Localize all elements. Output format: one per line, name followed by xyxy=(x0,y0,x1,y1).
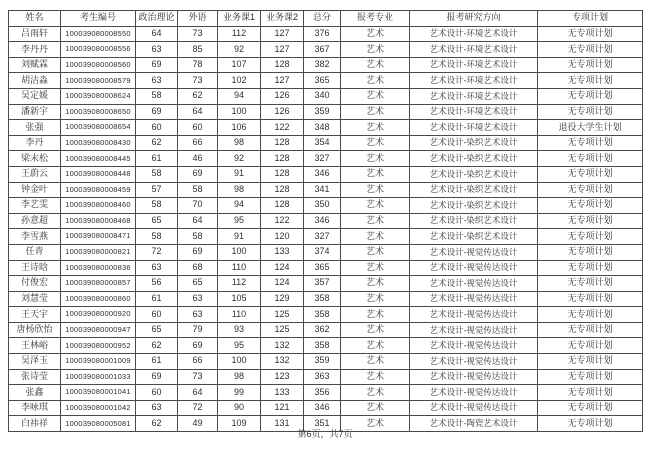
cell-candidate_id: 100039080008550 xyxy=(61,26,136,42)
cell-total: 365 xyxy=(304,73,341,89)
cell-candidate_id: 100039080008624 xyxy=(61,88,136,104)
cell-special_plan: 无专项计划 xyxy=(538,42,643,58)
cell-research_direction: 艺术设计-视觉传达设计 xyxy=(410,385,538,401)
cell-foreign_language: 69 xyxy=(178,338,218,354)
cell-politics: 60 xyxy=(136,120,178,136)
cell-name: 唐杨欣怡 xyxy=(9,322,61,338)
cell-candidate_id: 100039080008654 xyxy=(61,120,136,136)
cell-course1: 100 xyxy=(218,244,261,260)
cell-foreign_language: 64 xyxy=(178,104,218,120)
cell-foreign_language: 63 xyxy=(178,307,218,323)
cell-foreign_language: 85 xyxy=(178,42,218,58)
cell-name: 王蔚云 xyxy=(9,166,61,182)
cell-course2: 128 xyxy=(261,135,304,151)
cell-total: 365 xyxy=(304,260,341,276)
cell-foreign_language: 72 xyxy=(178,400,218,416)
cell-special_plan: 无专项计划 xyxy=(538,166,643,182)
cell-candidate_id: 100039080008430 xyxy=(61,135,136,151)
cell-course1: 112 xyxy=(218,26,261,42)
cell-politics: 69 xyxy=(136,369,178,385)
cell-major: 艺术 xyxy=(341,369,410,385)
cell-special_plan: 无专项计划 xyxy=(538,291,643,307)
cell-candidate_id: 100039080008556 xyxy=(61,42,136,58)
cell-research_direction: 艺术设计-环境艺术设计 xyxy=(410,120,538,136)
table-row xyxy=(9,213,643,229)
cell-special_plan: 无专项计划 xyxy=(538,135,643,151)
cell-name: 吕雨轩 xyxy=(9,26,61,42)
cell-politics: 63 xyxy=(136,42,178,58)
cell-major: 艺术 xyxy=(341,151,410,167)
cell-special_plan: 无专项计划 xyxy=(538,276,643,292)
cell-major: 艺术 xyxy=(341,120,410,136)
cell-course2: 123 xyxy=(261,369,304,385)
cell-course2: 129 xyxy=(261,291,304,307)
cell-major: 艺术 xyxy=(341,322,410,338)
cell-politics: 72 xyxy=(136,244,178,260)
cell-major: 艺术 xyxy=(341,73,410,89)
cell-major: 艺术 xyxy=(341,400,410,416)
cell-course1: 100 xyxy=(218,354,261,370)
cell-name: 吴泽玉 xyxy=(9,354,61,370)
cell-course1: 112 xyxy=(218,276,261,292)
cell-total: 356 xyxy=(304,385,341,401)
cell-name: 王林峪 xyxy=(9,338,61,354)
cell-major: 艺术 xyxy=(341,416,410,432)
cell-special_plan: 无专项计划 xyxy=(538,400,643,416)
cell-total: 341 xyxy=(304,182,341,198)
cell-politics: 62 xyxy=(136,416,178,432)
cell-course2: 121 xyxy=(261,400,304,416)
cell-politics: 62 xyxy=(136,338,178,354)
cell-major: 艺术 xyxy=(341,104,410,120)
cell-politics: 61 xyxy=(136,291,178,307)
cell-special_plan: 无专项计划 xyxy=(538,104,643,120)
cell-name: 胡洁淼 xyxy=(9,73,61,89)
cell-special_plan: 无专项计划 xyxy=(538,182,643,198)
cell-name: 潘新宇 xyxy=(9,104,61,120)
cell-major: 艺术 xyxy=(341,213,410,229)
cell-course1: 107 xyxy=(218,57,261,73)
cell-politics: 63 xyxy=(136,400,178,416)
cell-foreign_language: 62 xyxy=(178,88,218,104)
cell-major: 艺术 xyxy=(341,182,410,198)
cell-total: 340 xyxy=(304,88,341,104)
cell-name: 张诗莹 xyxy=(9,369,61,385)
cell-name: 刘赋霖 xyxy=(9,57,61,73)
cell-major: 艺术 xyxy=(341,166,410,182)
cell-foreign_language: 69 xyxy=(178,166,218,182)
cell-course2: 133 xyxy=(261,244,304,260)
cell-major: 艺术 xyxy=(341,135,410,151)
cell-major: 艺术 xyxy=(341,42,410,58)
cell-course1: 91 xyxy=(218,166,261,182)
cell-course2: 124 xyxy=(261,260,304,276)
cell-course1: 94 xyxy=(218,88,261,104)
table-row xyxy=(9,120,643,136)
cell-major: 艺术 xyxy=(341,88,410,104)
cell-course1: 98 xyxy=(218,369,261,385)
cell-foreign_language: 63 xyxy=(178,291,218,307)
cell-special_plan: 无专项计划 xyxy=(538,151,643,167)
cell-total: 346 xyxy=(304,400,341,416)
cell-candidate_id: 100039080001033 xyxy=(61,369,136,385)
cell-research_direction: 艺术设计-环境艺术设计 xyxy=(410,42,538,58)
cell-special_plan: 无专项计划 xyxy=(538,26,643,42)
cell-research_direction: 艺术设计-环境艺术设计 xyxy=(410,57,538,73)
cell-foreign_language: 58 xyxy=(178,182,218,198)
cell-politics: 69 xyxy=(136,104,178,120)
cell-politics: 58 xyxy=(136,198,178,214)
cell-course1: 106 xyxy=(218,120,261,136)
cell-candidate_id: 100039080001009 xyxy=(61,354,136,370)
cell-course2: 120 xyxy=(261,229,304,245)
cell-candidate_id: 100039080008560 xyxy=(61,57,136,73)
cell-foreign_language: 70 xyxy=(178,198,218,214)
cell-research_direction: 艺术设计-视觉传达设计 xyxy=(410,369,538,385)
cell-name: 张鑫 xyxy=(9,385,61,401)
cell-foreign_language: 64 xyxy=(178,385,218,401)
table-row xyxy=(9,400,643,416)
cell-name: 吴定媛 xyxy=(9,88,61,104)
cell-foreign_language: 66 xyxy=(178,354,218,370)
cell-special_plan: 无专项计划 xyxy=(538,260,643,276)
cell-research_direction: 艺术设计-环境艺术设计 xyxy=(410,88,538,104)
cell-name: 刘慧莹 xyxy=(9,291,61,307)
column-header-politics: 政治理论 xyxy=(136,11,178,27)
table-row xyxy=(9,73,643,89)
column-header-candidate_id: 考生编号 xyxy=(61,11,136,27)
column-header-research_direction: 报考研究方向 xyxy=(410,11,538,27)
cell-foreign_language: 78 xyxy=(178,57,218,73)
cell-name: 张强 xyxy=(9,120,61,136)
table-body xyxy=(9,26,643,431)
table-row xyxy=(9,244,643,260)
table-row xyxy=(9,354,643,370)
cell-research_direction: 艺术设计-视觉传达设计 xyxy=(410,244,538,260)
cell-major: 艺术 xyxy=(341,229,410,245)
cell-name: 付俊宏 xyxy=(9,276,61,292)
cell-course2: 128 xyxy=(261,198,304,214)
cell-course2: 126 xyxy=(261,104,304,120)
cell-course2: 127 xyxy=(261,73,304,89)
column-header-total: 总分 xyxy=(304,11,341,27)
cell-course2: 122 xyxy=(261,120,304,136)
table-row xyxy=(9,338,643,354)
cell-course1: 105 xyxy=(218,291,261,307)
cell-politics: 58 xyxy=(136,166,178,182)
cell-course2: 132 xyxy=(261,338,304,354)
cell-name: 任青 xyxy=(9,244,61,260)
cell-total: 354 xyxy=(304,135,341,151)
cell-foreign_language: 46 xyxy=(178,151,218,167)
table-row xyxy=(9,260,643,276)
cell-major: 艺术 xyxy=(341,307,410,323)
cell-foreign_language: 49 xyxy=(178,416,218,432)
cell-course1: 90 xyxy=(218,400,261,416)
cell-course1: 94 xyxy=(218,198,261,214)
cell-foreign_language: 69 xyxy=(178,244,218,260)
cell-candidate_id: 100039080000952 xyxy=(61,338,136,354)
cell-foreign_language: 58 xyxy=(178,229,218,245)
cell-course1: 110 xyxy=(218,307,261,323)
cell-course2: 128 xyxy=(261,182,304,198)
cell-major: 艺术 xyxy=(341,385,410,401)
cell-special_plan: 无专项计划 xyxy=(538,229,643,245)
cell-major: 艺术 xyxy=(341,291,410,307)
cell-course2: 126 xyxy=(261,88,304,104)
column-header-course1: 业务课1 xyxy=(218,11,261,27)
cell-major: 艺术 xyxy=(341,26,410,42)
cell-total: 358 xyxy=(304,291,341,307)
cell-total: 359 xyxy=(304,104,341,120)
cell-research_direction: 艺术设计-染织艺术设计 xyxy=(410,182,538,198)
cell-name: 钟金叶 xyxy=(9,182,61,198)
cell-foreign_language: 73 xyxy=(178,369,218,385)
table-row xyxy=(9,385,643,401)
cell-candidate_id: 100039080000860 xyxy=(61,291,136,307)
cell-total: 351 xyxy=(304,416,341,432)
cell-total: 359 xyxy=(304,354,341,370)
table-row xyxy=(9,276,643,292)
cell-special_plan: 无专项计划 xyxy=(538,57,643,73)
cell-research_direction: 艺术设计-视觉传达设计 xyxy=(410,307,538,323)
cell-research_direction: 艺术设计-染织艺术设计 xyxy=(410,213,538,229)
cell-course1: 92 xyxy=(218,42,261,58)
cell-total: 350 xyxy=(304,198,341,214)
cell-research_direction: 艺术设计-视觉传达设计 xyxy=(410,400,538,416)
cell-foreign_language: 73 xyxy=(178,26,218,42)
cell-total: 367 xyxy=(304,42,341,58)
cell-foreign_language: 60 xyxy=(178,120,218,136)
cell-name: 白祎祥 xyxy=(9,416,61,432)
table-row xyxy=(9,42,643,58)
cell-name: 李丹丹 xyxy=(9,42,61,58)
cell-special_plan: 无专项计划 xyxy=(538,416,643,432)
cell-special_plan: 无专项计划 xyxy=(538,213,643,229)
table-row xyxy=(9,182,643,198)
cell-research_direction: 艺术设计-环境艺术设计 xyxy=(410,73,538,89)
cell-research_direction: 艺术设计-视觉传达设计 xyxy=(410,291,538,307)
cell-total: 327 xyxy=(304,229,341,245)
cell-candidate_id: 100039080008468 xyxy=(61,213,136,229)
table-row xyxy=(9,291,643,307)
cell-candidate_id: 100039080008459 xyxy=(61,182,136,198)
cell-candidate_id: 100039080000947 xyxy=(61,322,136,338)
column-header-special_plan: 专项计划 xyxy=(538,11,643,27)
cell-special_plan: 无专项计划 xyxy=(538,244,643,260)
table-row xyxy=(9,198,643,214)
cell-politics: 65 xyxy=(136,213,178,229)
cell-special_plan: 无专项计划 xyxy=(538,198,643,214)
cell-research_direction: 艺术设计-染织艺术设计 xyxy=(410,135,538,151)
cell-name: 梁末松 xyxy=(9,151,61,167)
cell-name: 李艺雯 xyxy=(9,198,61,214)
cell-course1: 100 xyxy=(218,104,261,120)
cell-course1: 110 xyxy=(218,260,261,276)
cell-course1: 98 xyxy=(218,182,261,198)
table-row xyxy=(9,104,643,120)
cell-research_direction: 艺术设计-视觉传达设计 xyxy=(410,322,538,338)
cell-name: 李雪燕 xyxy=(9,229,61,245)
cell-research_direction: 艺术设计-环境艺术设计 xyxy=(410,26,538,42)
cell-course2: 127 xyxy=(261,42,304,58)
cell-course2: 131 xyxy=(261,416,304,432)
cell-course2: 133 xyxy=(261,385,304,401)
cell-special_plan: 无专项计划 xyxy=(538,385,643,401)
cell-foreign_language: 66 xyxy=(178,135,218,151)
cell-candidate_id: 100039080000857 xyxy=(61,276,136,292)
table-row xyxy=(9,151,643,167)
cell-politics: 61 xyxy=(136,151,178,167)
cell-name: 李丹 xyxy=(9,135,61,151)
cell-course2: 128 xyxy=(261,151,304,167)
table-header-row xyxy=(9,11,643,27)
cell-candidate_id: 100039080005081 xyxy=(61,416,136,432)
cell-foreign_language: 73 xyxy=(178,73,218,89)
cell-name: 孙意超 xyxy=(9,213,61,229)
cell-candidate_id: 100039080000836 xyxy=(61,260,136,276)
cell-major: 艺术 xyxy=(341,198,410,214)
cell-name: 王天宇 xyxy=(9,307,61,323)
cell-foreign_language: 64 xyxy=(178,213,218,229)
cell-special_plan: 无专项计划 xyxy=(538,88,643,104)
cell-total: 358 xyxy=(304,338,341,354)
cell-foreign_language: 68 xyxy=(178,260,218,276)
cell-course1: 95 xyxy=(218,338,261,354)
cell-politics: 57 xyxy=(136,182,178,198)
table-row xyxy=(9,322,643,338)
cell-course2: 125 xyxy=(261,307,304,323)
cell-major: 艺术 xyxy=(341,260,410,276)
cell-research_direction: 艺术设计-染织艺术设计 xyxy=(410,166,538,182)
cell-politics: 61 xyxy=(136,354,178,370)
cell-foreign_language: 65 xyxy=(178,276,218,292)
cell-research_direction: 艺术设计-陶瓷艺术设计 xyxy=(410,416,538,432)
cell-major: 艺术 xyxy=(341,276,410,292)
cell-research_direction: 艺术设计-视觉传达设计 xyxy=(410,354,538,370)
cell-total: 382 xyxy=(304,57,341,73)
table-row xyxy=(9,135,643,151)
cell-special_plan: 无专项计划 xyxy=(538,73,643,89)
cell-course2: 125 xyxy=(261,322,304,338)
table-row xyxy=(9,229,643,245)
cell-course2: 122 xyxy=(261,213,304,229)
cell-course1: 102 xyxy=(218,73,261,89)
table-row xyxy=(9,307,643,323)
cell-candidate_id: 100039080001042 xyxy=(61,400,136,416)
cell-candidate_id: 100039080008448 xyxy=(61,166,136,182)
cell-research_direction: 艺术设计-环境艺术设计 xyxy=(410,104,538,120)
cell-course1: 99 xyxy=(218,385,261,401)
cell-major: 艺术 xyxy=(341,57,410,73)
cell-major: 艺术 xyxy=(341,244,410,260)
cell-politics: 62 xyxy=(136,135,178,151)
column-header-major: 报考专业 xyxy=(341,11,410,27)
cell-candidate_id: 100039080008471 xyxy=(61,229,136,245)
cell-total: 346 xyxy=(304,166,341,182)
cell-candidate_id: 100039080008460 xyxy=(61,198,136,214)
score-table xyxy=(8,10,643,432)
cell-course2: 132 xyxy=(261,354,304,370)
cell-special_plan: 无专项计划 xyxy=(538,369,643,385)
cell-politics: 58 xyxy=(136,229,178,245)
cell-total: 357 xyxy=(304,276,341,292)
cell-candidate_id: 100039080001041 xyxy=(61,385,136,401)
cell-name: 李咏琪 xyxy=(9,400,61,416)
cell-politics: 65 xyxy=(136,322,178,338)
cell-politics: 63 xyxy=(136,73,178,89)
cell-politics: 64 xyxy=(136,26,178,42)
cell-course2: 124 xyxy=(261,276,304,292)
cell-course1: 93 xyxy=(218,322,261,338)
table-row xyxy=(9,166,643,182)
cell-politics: 60 xyxy=(136,307,178,323)
cell-research_direction: 艺术设计-染织艺术设计 xyxy=(410,151,538,167)
table-row xyxy=(9,57,643,73)
cell-course1: 95 xyxy=(218,213,261,229)
cell-special_plan: 无专项计划 xyxy=(538,307,643,323)
cell-politics: 69 xyxy=(136,57,178,73)
cell-research_direction: 艺术设计-染织艺术设计 xyxy=(410,198,538,214)
cell-politics: 56 xyxy=(136,276,178,292)
column-header-foreign_language: 外语 xyxy=(178,11,218,27)
cell-foreign_language: 79 xyxy=(178,322,218,338)
cell-major: 艺术 xyxy=(341,338,410,354)
cell-research_direction: 艺术设计-视觉传达设计 xyxy=(410,276,538,292)
cell-course1: 91 xyxy=(218,229,261,245)
cell-candidate_id: 100039080008650 xyxy=(61,104,136,120)
cell-total: 376 xyxy=(304,26,341,42)
cell-total: 346 xyxy=(304,213,341,229)
cell-special_plan: 无专项计划 xyxy=(538,338,643,354)
cell-candidate_id: 100039080000920 xyxy=(61,307,136,323)
cell-total: 374 xyxy=(304,244,341,260)
cell-name: 王诗晗 xyxy=(9,260,61,276)
cell-total: 362 xyxy=(304,322,341,338)
table-row xyxy=(9,369,643,385)
cell-total: 348 xyxy=(304,120,341,136)
cell-total: 327 xyxy=(304,151,341,167)
cell-course2: 128 xyxy=(261,57,304,73)
cell-special_plan: 退役大学生计划 xyxy=(538,120,643,136)
cell-total: 358 xyxy=(304,307,341,323)
column-header-name: 姓名 xyxy=(9,11,61,27)
cell-candidate_id: 100039080008579 xyxy=(61,73,136,89)
page-number-footer: 第6页，共7页 xyxy=(297,429,353,439)
cell-course2: 127 xyxy=(261,26,304,42)
cell-politics: 63 xyxy=(136,260,178,276)
cell-candidate_id: 100039080000821 xyxy=(61,244,136,260)
cell-course1: 109 xyxy=(218,416,261,432)
cell-course1: 98 xyxy=(218,135,261,151)
cell-research_direction: 艺术设计-视觉传达设计 xyxy=(410,260,538,276)
cell-research_direction: 艺术设计-视觉传达设计 xyxy=(410,338,538,354)
cell-major: 艺术 xyxy=(341,354,410,370)
cell-research_direction: 艺术设计-染织艺术设计 xyxy=(410,229,538,245)
cell-course1: 92 xyxy=(218,151,261,167)
cell-politics: 58 xyxy=(136,88,178,104)
cell-special_plan: 无专项计划 xyxy=(538,354,643,370)
table-row xyxy=(9,88,643,104)
cell-total: 363 xyxy=(304,369,341,385)
table-row xyxy=(9,26,643,42)
cell-course2: 128 xyxy=(261,166,304,182)
cell-candidate_id: 100039080008445 xyxy=(61,151,136,167)
column-header-course2: 业务课2 xyxy=(261,11,304,27)
cell-special_plan: 无专项计划 xyxy=(538,322,643,338)
cell-politics: 60 xyxy=(136,385,178,401)
